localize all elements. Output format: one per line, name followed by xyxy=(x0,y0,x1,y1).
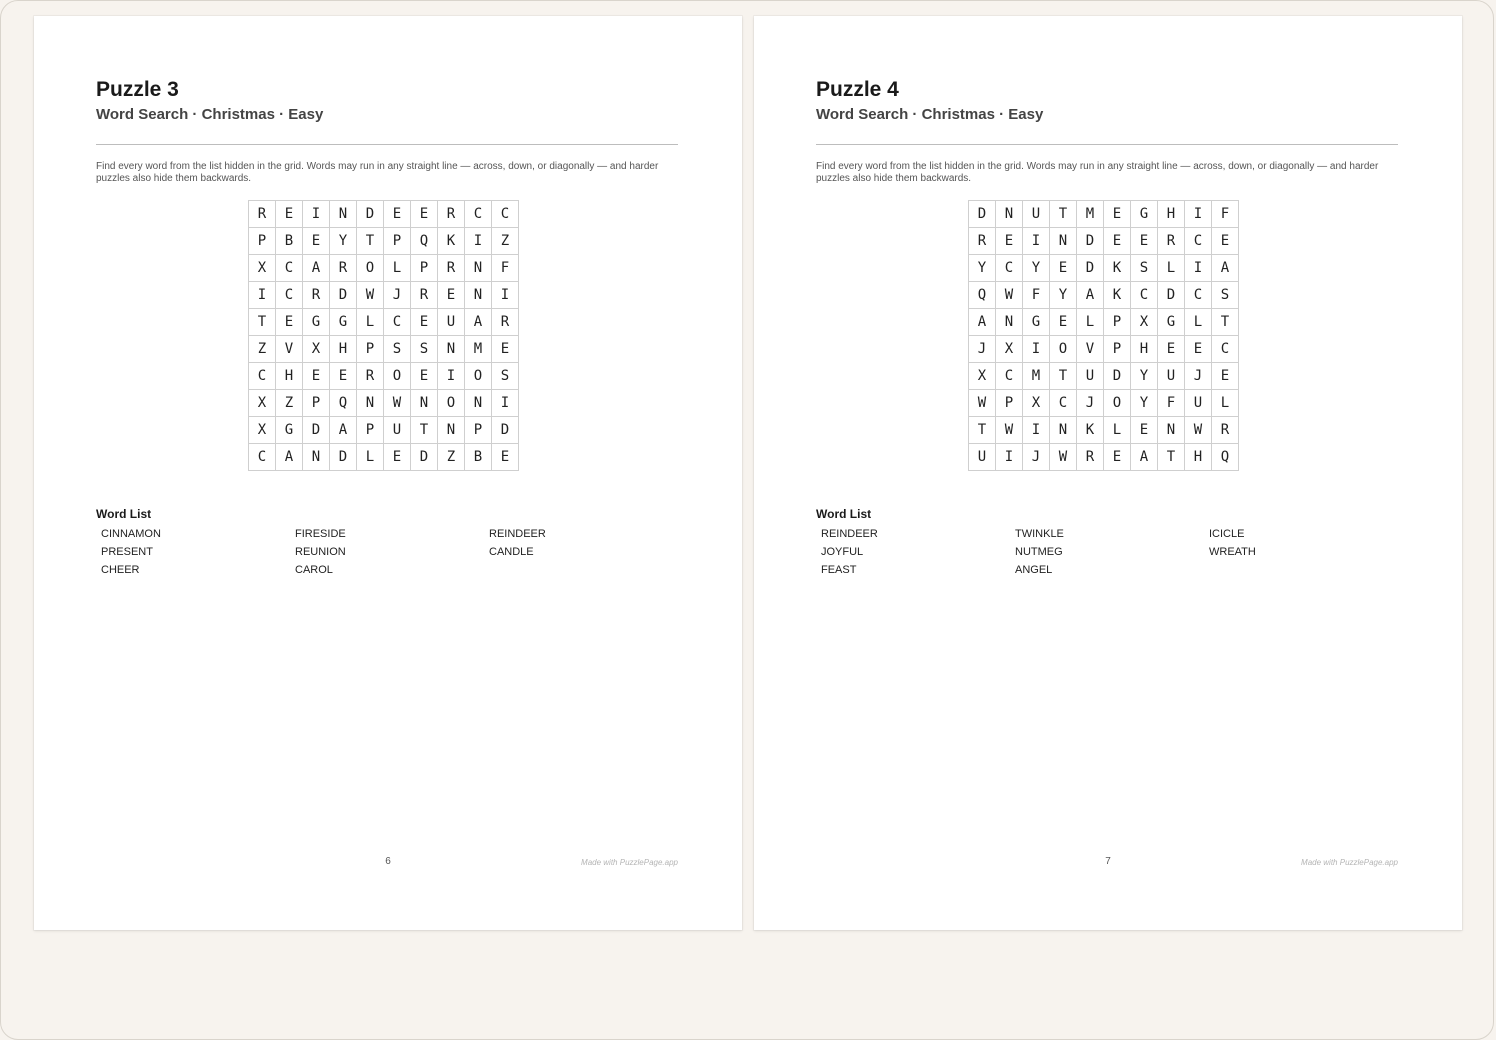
word-list-item: CANDLE xyxy=(489,546,534,558)
grid-cell: E xyxy=(996,228,1023,255)
grid-row xyxy=(969,282,1239,309)
word-list xyxy=(821,527,1403,581)
grid-cell: C xyxy=(1212,336,1239,363)
grid-row xyxy=(969,417,1239,444)
grid-cell: Z xyxy=(438,444,465,471)
grid-cell: I xyxy=(492,282,519,309)
grid-cell: U xyxy=(969,444,996,471)
grid-cell: G xyxy=(1023,309,1050,336)
divider xyxy=(96,144,678,145)
grid-cell: P xyxy=(384,228,411,255)
grid-cell: N xyxy=(357,390,384,417)
grid-cell: U xyxy=(438,309,465,336)
grid-cell: J xyxy=(1023,444,1050,471)
page-title: Puzzle 4 xyxy=(816,78,899,101)
grid-cell: J xyxy=(1185,363,1212,390)
grid-cell: R xyxy=(303,282,330,309)
grid-cell: J xyxy=(969,336,996,363)
word-list-item: WREATH xyxy=(1209,546,1256,558)
grid-row xyxy=(249,255,519,282)
grid-cell: E xyxy=(411,309,438,336)
grid-cell: M xyxy=(1077,201,1104,228)
grid-cell: T xyxy=(1050,201,1077,228)
grid-row xyxy=(249,282,519,309)
grid-row xyxy=(969,444,1239,471)
puzzle-page xyxy=(754,16,1462,930)
grid-cell: R xyxy=(1158,228,1185,255)
grid-cell: X xyxy=(249,417,276,444)
grid-cell: I xyxy=(492,390,519,417)
grid-cell: E xyxy=(1158,336,1185,363)
instructions: Find every word from the list hidden in the grid. Words may run in any straight line — across, down, or diagonally — and harder puzzles also hide them backwards. xyxy=(816,161,1379,184)
grid-cell: E xyxy=(1050,309,1077,336)
grid-cell: R xyxy=(438,201,465,228)
grid-cell: W xyxy=(384,390,411,417)
grid-cell: Y xyxy=(1131,390,1158,417)
grid-row xyxy=(249,228,519,255)
grid-cell: K xyxy=(1104,282,1131,309)
grid-cell: T xyxy=(1212,309,1239,336)
grid-cell: N xyxy=(996,201,1023,228)
grid-row xyxy=(969,336,1239,363)
grid-cell: C xyxy=(249,363,276,390)
grid-cell: S xyxy=(1131,255,1158,282)
page-subtitle: Word Search · Christmas · Easy xyxy=(816,106,1044,123)
grid-cell: N xyxy=(438,336,465,363)
grid-cell: X xyxy=(969,363,996,390)
grid-cell: R xyxy=(1212,417,1239,444)
grid-cell: D xyxy=(1077,255,1104,282)
word-list-item: CINNAMON xyxy=(101,528,161,540)
grid-cell: S xyxy=(384,336,411,363)
grid-cell: H xyxy=(1131,336,1158,363)
grid-cell: L xyxy=(1104,417,1131,444)
grid-row xyxy=(969,228,1239,255)
grid-cell: X xyxy=(1023,390,1050,417)
grid-cell: T xyxy=(357,228,384,255)
grid-cell: C xyxy=(1131,282,1158,309)
grid-cell: U xyxy=(1185,390,1212,417)
word-list-item: CAROL xyxy=(295,564,333,576)
grid-cell: E xyxy=(330,363,357,390)
grid-cell: I xyxy=(1185,255,1212,282)
grid-cell: C xyxy=(1185,282,1212,309)
grid-cell: F xyxy=(1158,390,1185,417)
grid-cell: R xyxy=(492,309,519,336)
word-list xyxy=(101,527,683,581)
grid-cell: Q xyxy=(411,228,438,255)
grid-cell: R xyxy=(438,255,465,282)
grid-cell: Q xyxy=(1212,444,1239,471)
word-list-item: JOYFUL xyxy=(821,546,864,558)
grid-row xyxy=(249,390,519,417)
grid-cell: A xyxy=(276,444,303,471)
grid-cell: O xyxy=(357,255,384,282)
grid-cell: E xyxy=(492,336,519,363)
instructions: Find every word from the list hidden in the grid. Words may run in any straight line — across, down, or diagonally — and harder puzzles also hide them backwards. xyxy=(96,161,659,184)
grid-row xyxy=(249,417,519,444)
grid-cell: R xyxy=(249,201,276,228)
grid-cell: W xyxy=(996,282,1023,309)
grid-cell: R xyxy=(357,363,384,390)
grid-cell: E xyxy=(384,444,411,471)
grid-cell: O xyxy=(465,363,492,390)
grid-cell: H xyxy=(1185,444,1212,471)
grid-cell: P xyxy=(465,417,492,444)
grid-cell: P xyxy=(1104,336,1131,363)
grid-cell: L xyxy=(1077,309,1104,336)
grid-cell: R xyxy=(1077,444,1104,471)
grid-cell: L xyxy=(1158,255,1185,282)
divider xyxy=(816,144,1398,145)
grid-row xyxy=(969,390,1239,417)
puzzle-page xyxy=(34,16,742,930)
grid-cell: W xyxy=(1185,417,1212,444)
grid-cell: E xyxy=(303,363,330,390)
grid-cell: J xyxy=(384,282,411,309)
grid-cell: G xyxy=(1131,201,1158,228)
grid-cell: A xyxy=(330,417,357,444)
grid-cell: E xyxy=(492,444,519,471)
grid-cell: L xyxy=(1212,390,1239,417)
grid-row xyxy=(249,309,519,336)
grid-cell: A xyxy=(1212,255,1239,282)
grid-cell: Y xyxy=(969,255,996,282)
grid-cell: H xyxy=(330,336,357,363)
grid-cell: N xyxy=(465,255,492,282)
grid-cell: N xyxy=(330,201,357,228)
word-list-item: REUNION xyxy=(295,546,346,558)
grid-cell: N xyxy=(1050,228,1077,255)
grid-cell: I xyxy=(465,228,492,255)
grid-cell: P xyxy=(357,336,384,363)
grid-cell: C xyxy=(996,255,1023,282)
grid-cell: I xyxy=(1023,228,1050,255)
grid-cell: Z xyxy=(492,228,519,255)
grid-row xyxy=(969,201,1239,228)
grid-cell: N xyxy=(465,282,492,309)
grid-cell: X xyxy=(996,336,1023,363)
word-list-item: PRESENT xyxy=(101,546,153,558)
grid-cell: T xyxy=(969,417,996,444)
grid-cell: E xyxy=(1131,417,1158,444)
grid-cell: E xyxy=(1104,201,1131,228)
word-list-item: REINDEER xyxy=(821,528,878,540)
grid-cell: L xyxy=(357,444,384,471)
grid-cell: U xyxy=(1077,363,1104,390)
word-list-heading: Word List xyxy=(96,507,152,521)
grid-cell: E xyxy=(1185,336,1212,363)
grid-cell: C xyxy=(249,444,276,471)
grid-cell: P xyxy=(249,228,276,255)
grid-cell: U xyxy=(384,417,411,444)
grid-cell: E xyxy=(411,201,438,228)
grid-cell: X xyxy=(249,390,276,417)
grid-cell: D xyxy=(1077,228,1104,255)
grid-cell: M xyxy=(465,336,492,363)
grid-cell: P xyxy=(357,417,384,444)
grid-cell: C xyxy=(465,201,492,228)
grid-cell: D xyxy=(330,282,357,309)
grid-cell: X xyxy=(1131,309,1158,336)
grid-cell: C xyxy=(384,309,411,336)
grid-cell: G xyxy=(303,309,330,336)
grid-cell: P xyxy=(1104,309,1131,336)
grid-cell: V xyxy=(276,336,303,363)
grid-cell: E xyxy=(1050,255,1077,282)
grid-cell: P xyxy=(996,390,1023,417)
grid-row xyxy=(969,255,1239,282)
grid-cell: A xyxy=(969,309,996,336)
grid-cell: U xyxy=(1023,201,1050,228)
grid-cell: Y xyxy=(1050,282,1077,309)
grid-cell: I xyxy=(996,444,1023,471)
grid-cell: N xyxy=(411,390,438,417)
grid-cell: N xyxy=(1158,417,1185,444)
grid-cell: E xyxy=(1131,228,1158,255)
word-list-item: NUTMEG xyxy=(1015,546,1063,558)
grid-cell: D xyxy=(1104,363,1131,390)
letter-grid xyxy=(968,200,1239,471)
grid-cell: Y xyxy=(1131,363,1158,390)
grid-cell: J xyxy=(1077,390,1104,417)
word-list-item: ICICLE xyxy=(1209,528,1245,540)
grid-cell: T xyxy=(1050,363,1077,390)
grid-cell: B xyxy=(276,228,303,255)
grid-cell: C xyxy=(996,363,1023,390)
grid-cell: G xyxy=(330,309,357,336)
grid-cell: S xyxy=(1212,282,1239,309)
grid-cell: E xyxy=(1104,444,1131,471)
grid-cell: S xyxy=(492,363,519,390)
grid-cell: F xyxy=(492,255,519,282)
grid-cell: C xyxy=(1050,390,1077,417)
grid-cell: R xyxy=(330,255,357,282)
grid-cell: E xyxy=(276,201,303,228)
grid-cell: E xyxy=(411,363,438,390)
grid-cell: E xyxy=(1212,363,1239,390)
grid-cell: C xyxy=(276,282,303,309)
grid-cell: W xyxy=(357,282,384,309)
grid-cell: M xyxy=(1023,363,1050,390)
grid-cell: N xyxy=(465,390,492,417)
grid-cell: E xyxy=(384,201,411,228)
grid-cell: W xyxy=(969,390,996,417)
grid-cell: I xyxy=(1023,417,1050,444)
grid-cell: T xyxy=(249,309,276,336)
grid-cell: X xyxy=(249,255,276,282)
grid-cell: C xyxy=(1185,228,1212,255)
grid-cell: A xyxy=(465,309,492,336)
word-list-item: FEAST xyxy=(821,564,857,576)
grid-cell: E xyxy=(1104,228,1131,255)
grid-cell: B xyxy=(465,444,492,471)
page-title: Puzzle 3 xyxy=(96,78,179,101)
grid-row xyxy=(249,363,519,390)
grid-cell: W xyxy=(996,417,1023,444)
grid-cell: P xyxy=(303,390,330,417)
grid-cell: T xyxy=(1158,444,1185,471)
grid-cell: I xyxy=(1185,201,1212,228)
word-list-item: ANGEL xyxy=(1015,564,1053,576)
page-number: 6 xyxy=(385,856,391,867)
grid-cell: I xyxy=(1023,336,1050,363)
grid-row xyxy=(969,363,1239,390)
grid-cell: G xyxy=(276,417,303,444)
grid-cell: W xyxy=(1050,444,1077,471)
grid-cell: Z xyxy=(276,390,303,417)
grid-cell: I xyxy=(303,201,330,228)
word-list-heading: Word List xyxy=(816,507,872,521)
grid-cell: H xyxy=(1158,201,1185,228)
grid-cell: E xyxy=(438,282,465,309)
grid-cell: X xyxy=(303,336,330,363)
grid-cell: V xyxy=(1077,336,1104,363)
word-list-item: CHEER xyxy=(101,564,140,576)
grid-cell: L xyxy=(357,309,384,336)
grid-cell: R xyxy=(969,228,996,255)
grid-cell: N xyxy=(996,309,1023,336)
grid-cell: D xyxy=(357,201,384,228)
grid-cell: F xyxy=(1023,282,1050,309)
grid-cell: D xyxy=(303,417,330,444)
grid-cell: H xyxy=(276,363,303,390)
grid-cell: U xyxy=(1158,363,1185,390)
grid-cell: O xyxy=(1104,390,1131,417)
grid-cell: A xyxy=(1131,444,1158,471)
grid-row xyxy=(969,309,1239,336)
grid-cell: P xyxy=(411,255,438,282)
grid-cell: E xyxy=(1212,228,1239,255)
grid-row xyxy=(249,201,519,228)
grid-cell: N xyxy=(1050,417,1077,444)
grid-cell: I xyxy=(249,282,276,309)
grid-cell: G xyxy=(1158,309,1185,336)
grid-cell: Q xyxy=(969,282,996,309)
grid-cell: D xyxy=(492,417,519,444)
grid-cell: S xyxy=(411,336,438,363)
grid-row xyxy=(249,444,519,471)
credit-footer: Made with PuzzlePage.app xyxy=(1301,858,1398,867)
grid-cell: L xyxy=(1185,309,1212,336)
grid-cell: O xyxy=(384,363,411,390)
grid-cell: Z xyxy=(249,336,276,363)
grid-cell: K xyxy=(438,228,465,255)
grid-cell: D xyxy=(411,444,438,471)
grid-cell: O xyxy=(1050,336,1077,363)
letter-grid xyxy=(248,200,519,471)
grid-cell: T xyxy=(411,417,438,444)
grid-cell: C xyxy=(276,255,303,282)
grid-cell: Y xyxy=(330,228,357,255)
grid-cell: I xyxy=(438,363,465,390)
grid-cell: D xyxy=(1158,282,1185,309)
credit-footer: Made with PuzzlePage.app xyxy=(581,858,678,867)
grid-cell: N xyxy=(303,444,330,471)
grid-cell: N xyxy=(438,417,465,444)
grid-cell: A xyxy=(1077,282,1104,309)
grid-cell: D xyxy=(330,444,357,471)
page-subtitle: Word Search · Christmas · Easy xyxy=(96,106,324,123)
grid-row xyxy=(249,336,519,363)
grid-cell: E xyxy=(303,228,330,255)
page-number: 7 xyxy=(1105,856,1111,867)
grid-cell: K xyxy=(1077,417,1104,444)
grid-cell: F xyxy=(1212,201,1239,228)
word-list-item: REINDEER xyxy=(489,528,546,540)
grid-cell: R xyxy=(411,282,438,309)
grid-cell: C xyxy=(492,201,519,228)
grid-cell: Q xyxy=(330,390,357,417)
grid-cell: Y xyxy=(1023,255,1050,282)
grid-cell: D xyxy=(969,201,996,228)
grid-cell: E xyxy=(276,309,303,336)
grid-cell: K xyxy=(1104,255,1131,282)
grid-cell: O xyxy=(438,390,465,417)
word-list-item: FIRESIDE xyxy=(295,528,346,540)
grid-cell: A xyxy=(303,255,330,282)
word-list-item: TWINKLE xyxy=(1015,528,1064,540)
grid-cell: L xyxy=(384,255,411,282)
